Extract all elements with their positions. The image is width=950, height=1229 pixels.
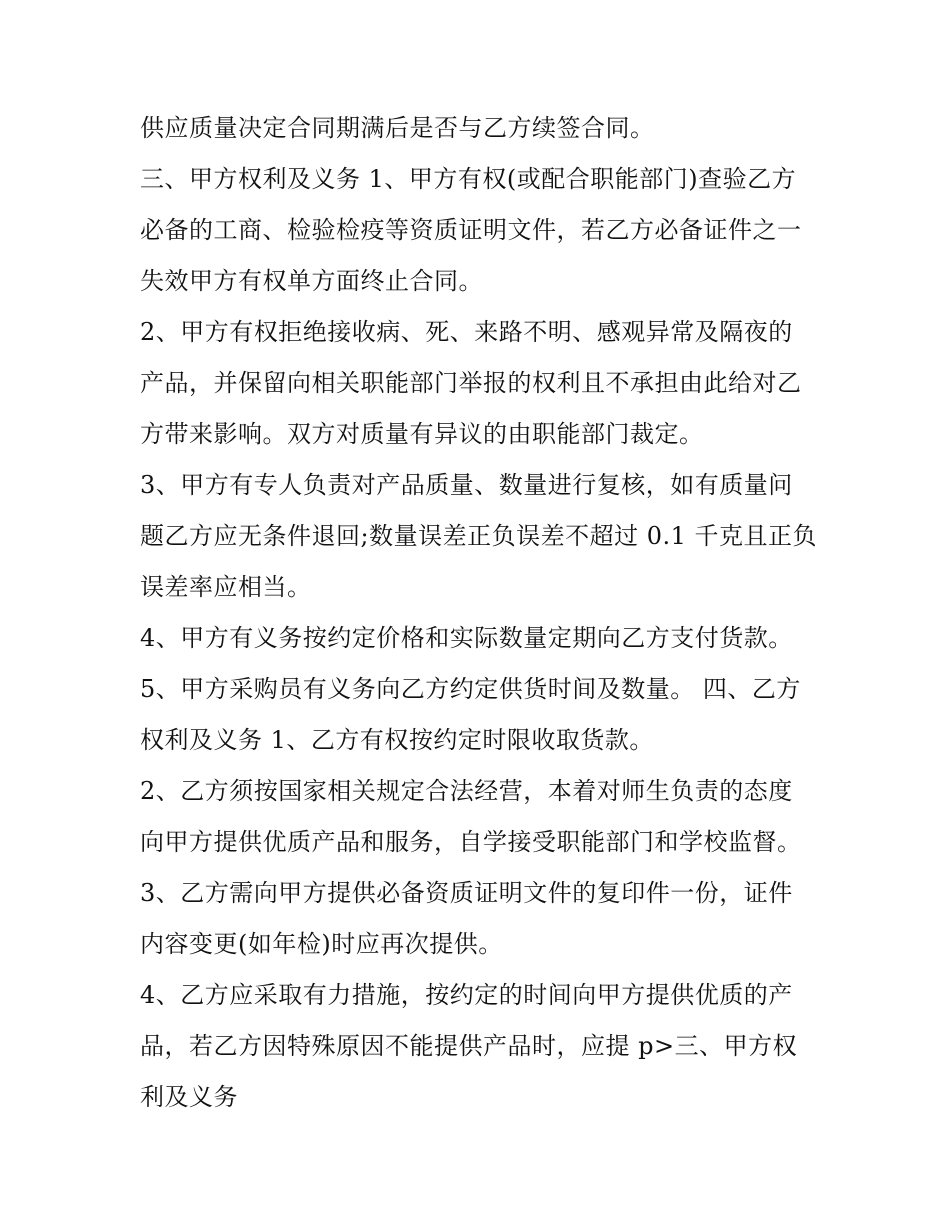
text-line: 供应质量决定合同期满后是否与乙方续签合同。 — [140, 114, 655, 142]
text-line: 品，若乙方因特殊原因不能提供产品时，应提 p>三、甲方权 — [140, 1032, 798, 1060]
text-line: 4、乙方应采取有力措施，按约定的时间向甲方提供优质的产 — [140, 981, 793, 1009]
text-line: 题乙方应无条件退回;数量误差正负误差不超过 0.1 千克且正负 — [140, 522, 818, 550]
text-line: 失效甲方有权单方面终止合同。 — [140, 267, 483, 295]
text-line: 方带来影响。双方对质量有异议的由职能部门裁定。 — [140, 420, 704, 448]
text-line: 2、乙方须按国家相关规定合法经营，本着对师生负责的态度 — [140, 777, 793, 805]
text-line: 3、甲方有专人负责对产品质量、数量进行复核，如有质量问 — [140, 471, 793, 499]
text-line: 3、乙方需向甲方提供必备资质证明文件的复印件一份，证件 — [140, 879, 793, 907]
text-line: 5、甲方采购员有义务向乙方约定供货时间及数量。 四、乙方 — [140, 675, 801, 703]
text-line: 4、甲方有义务按约定价格和实际数量定期向乙方支付货款。 — [140, 624, 793, 652]
text-line: 权利及义务 1、乙方有权按约定时限收取货款。 — [140, 726, 654, 754]
text-line: 向甲方提供优质产品和服务，自学接受职能部门和学校监督。 — [140, 828, 802, 856]
text-line: 误差率应相当。 — [140, 573, 312, 601]
text-line: 必备的工商、检验检疫等资质证明文件，若乙方必备证件之一 — [140, 216, 802, 244]
text-line: 2、甲方有权拒绝接收病、死、来路不明、感观异常及隔夜的 — [140, 318, 793, 346]
text-line: 产品，并保留向相关职能部门举报的权利且不承担由此给对乙 — [140, 369, 802, 397]
document-body — [140, 103, 820, 1123]
text-line: 三、甲方权利及义务 1、甲方有权(或配合职能部门)查验乙方 — [140, 165, 797, 193]
text-line: 内容变更(如年检)时应再次提供。 — [140, 930, 503, 958]
text-line: 利及义务 — [140, 1083, 238, 1111]
